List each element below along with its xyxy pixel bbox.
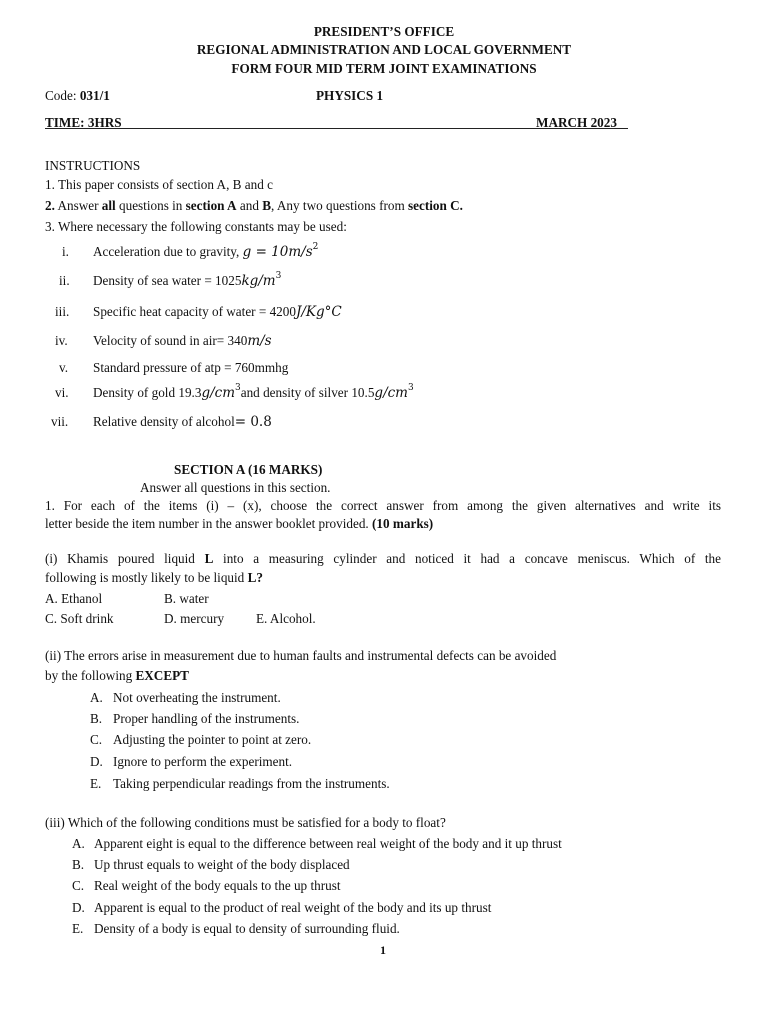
constant-sound-velocity: Velocity of sound in air= 340m/s: [93, 333, 272, 349]
constant-pressure: Standard pressure of atp = 760mmhg: [93, 360, 289, 375]
q2-option-letter: A.: [90, 690, 103, 705]
instruction-1: 1. This paper consists of section A, B and c: [45, 177, 273, 192]
q1-line-1: (i) Khamis poured liquid L into a measuring cylinder and noticed it had a concave meniscus. Which of the: [45, 551, 721, 566]
exam-code: [45, 88, 110, 104]
header-line-2: REGIONAL ADMINISTRATION AND LOCAL GOVERNMENT: [196, 42, 572, 57]
q3-option-letter: B.: [72, 857, 85, 872]
q2-option-letter: E.: [90, 776, 102, 791]
constant-num: vi.: [55, 385, 69, 400]
q2-option-letter: D.: [90, 754, 103, 769]
code-value: 031/1: [79, 88, 110, 103]
section-a-intro-line-2: letter beside the item number in the answer booklet provided. (10 marks): [45, 516, 434, 531]
section-a-intro-line-1: 1. For each of the items (i) – (x), choose the correct answer from among the given alternatives and write its: [45, 498, 721, 513]
constant-sea-water: Density of sea water = $1025kg/m^3$: [93, 271, 282, 289]
q3-option-letter: A.: [72, 836, 85, 851]
subject-title: PHYSICS 1: [316, 88, 384, 103]
q2-line-1: (ii) The errors arise in measurement due to human faults and instrumental defects can be avoided: [45, 648, 557, 663]
header-rule: [45, 128, 628, 129]
q3-option-text: Real weight of the body equals to the up thrust: [94, 878, 341, 893]
constant-num: iii.: [55, 304, 70, 319]
q3-option-text: Density of a body is equal to density of surrounding fluid.: [94, 921, 400, 936]
q3-option-letter: E.: [72, 921, 84, 936]
constant-gold-silver: Density of gold $19.3g/cm^3and$ density of silver $10.5g/cm^3$: [93, 383, 414, 401]
q2-option-text: Taking perpendicular readings from the instruments.: [113, 776, 390, 791]
constant-num: vii.: [51, 414, 69, 429]
constant-gravity: Acceleration due to gravity, $g = 10m/s^2$: [93, 242, 319, 260]
page-number: 1: [380, 943, 386, 957]
code-label: Code:: [45, 88, 80, 103]
q2-option-letter: C.: [90, 732, 103, 747]
header-line-1: PRESIDENT’S OFFICE: [313, 24, 455, 39]
constant-num: v.: [59, 360, 69, 375]
header-line-3: FORM FOUR MID TERM JOINT EXAMINATIONS: [231, 61, 537, 76]
section-a-subtitle: Answer all questions in this section.: [140, 480, 331, 495]
instruction-3: 3. Where necessary the following constants may be used:: [45, 219, 347, 234]
instruction-2: 2. Answer all questions in section A and B, Any two questions from section C.: [45, 198, 463, 213]
q3-option-text: Apparent is equal to the product of real weight of the body and its up thrust: [94, 900, 492, 915]
constant-specific-heat: Specific heat capacity of water = 4200J/Kg°C: [93, 304, 342, 320]
constant-num: iv.: [55, 333, 68, 348]
q2-option-text: Ignore to perform the experiment.: [113, 754, 293, 769]
q3-option-text: Apparent eight is equal to the difference between real weight of the body and it up thrust: [94, 836, 562, 851]
q3-line-1: (iii) Which of the following conditions must be satisfied for a body to float?: [45, 815, 446, 830]
q2-option-text: Proper handling of the instruments.: [113, 711, 300, 726]
constant-num: i.: [62, 244, 69, 259]
q1-option-d: D. mercury: [164, 611, 225, 626]
section-a-title: SECTION A (16 MARKS): [174, 462, 323, 477]
q2-line-2: by the following EXCEPT: [45, 668, 189, 683]
q3-option-text: Up thrust equals to weight of the body displaced: [94, 857, 350, 872]
q1-option-b: B. water: [164, 591, 209, 606]
constant-alcohol: Relative density of alcohol= 0.8: [93, 414, 272, 430]
constant-num: ii.: [59, 273, 70, 288]
q2-option-letter: B.: [90, 711, 103, 726]
q1-option-e: E. Alcohol.: [256, 611, 316, 626]
q2-option-text: Not overheating the instrument.: [113, 690, 281, 705]
exam-time: TIME: 3HRS: [45, 115, 122, 130]
instructions-title: INSTRUCTIONS: [45, 158, 141, 173]
q2-option-text: Adjusting the pointer to point at zero.: [113, 732, 312, 747]
q1-option-c: C. Soft drink: [45, 611, 114, 626]
q3-option-letter: C.: [72, 878, 85, 893]
q1-line-2: following is mostly likely to be liquid L?: [45, 570, 263, 585]
q1-option-a: A. Ethanol: [45, 591, 103, 606]
q3-option-letter: D.: [72, 900, 85, 915]
exam-date: MARCH 2023: [536, 115, 617, 130]
